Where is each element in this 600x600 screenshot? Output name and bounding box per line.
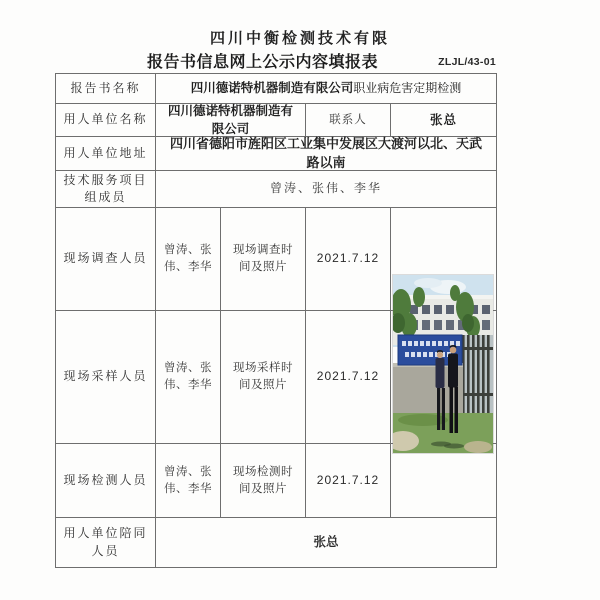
employer-name-label: 用人单位名称 [56, 104, 156, 137]
site-investigation-time-label: 现场调查时间及照片 [221, 208, 306, 311]
table-row-site-testing [56, 444, 497, 518]
report-name-label: 报告书名称 [56, 74, 156, 104]
table-row-accompanying [56, 518, 497, 568]
table-row-report-name [56, 74, 497, 104]
site-photo [393, 275, 493, 453]
form-title: 报告书信息网上公示内容填报表 [147, 54, 379, 71]
contact-label: 联系人 [306, 104, 391, 137]
table-row-employer-name [56, 104, 497, 137]
contact-value: 张总 [391, 104, 497, 137]
document-code: ZLJL/43-01 [438, 56, 496, 68]
report-name-company: 四川德诺特机器制造有限公司 [190, 81, 354, 96]
team-members-label: 技术服务项目组成员 [56, 171, 156, 208]
site-sampling-date: 2021.7.12 [306, 311, 391, 444]
accompanying-label: 用人单位陪同人员 [56, 518, 156, 568]
site-testing-time-label: 现场检测时间及照片 [221, 444, 306, 518]
site-investigation-label: 现场调查人员 [56, 208, 156, 311]
report-name-suffix: 职业病危害定期检测 [353, 81, 462, 96]
table-row-employer-address [56, 137, 497, 171]
employer-name-value: 四川德诺特机器制造有限公司 [156, 104, 306, 137]
site-testing-photo-cell [391, 444, 497, 518]
site-testing-date: 2021.7.12 [306, 444, 391, 518]
site-investigation-staff: 曾涛、张伟、李华 [156, 208, 221, 311]
employer-address-value: 四川省德阳市旌阳区工业集中发展区大渡河以北、天武路以南 [156, 137, 497, 171]
employer-address-label: 用人单位地址 [56, 137, 156, 171]
site-testing-label: 现场检测人员 [56, 444, 156, 518]
site-photo-image [393, 275, 493, 453]
site-sampling-time-label: 现场采样时间及照片 [221, 311, 306, 444]
company-title: 四川中衡检测技术有限 [209, 30, 390, 47]
team-members-value: 曾涛、张伟、李华 [156, 171, 497, 208]
site-testing-staff: 曾涛、张伟、李华 [156, 444, 221, 518]
report-name-value [156, 74, 497, 104]
site-investigation-date: 2021.7.12 [306, 208, 391, 311]
site-sampling-label: 现场采样人员 [56, 311, 156, 444]
table-row-team-members [56, 171, 497, 208]
accompanying-value: 张总 [156, 518, 497, 568]
site-sampling-staff: 曾涛、张伟、李华 [156, 311, 221, 444]
